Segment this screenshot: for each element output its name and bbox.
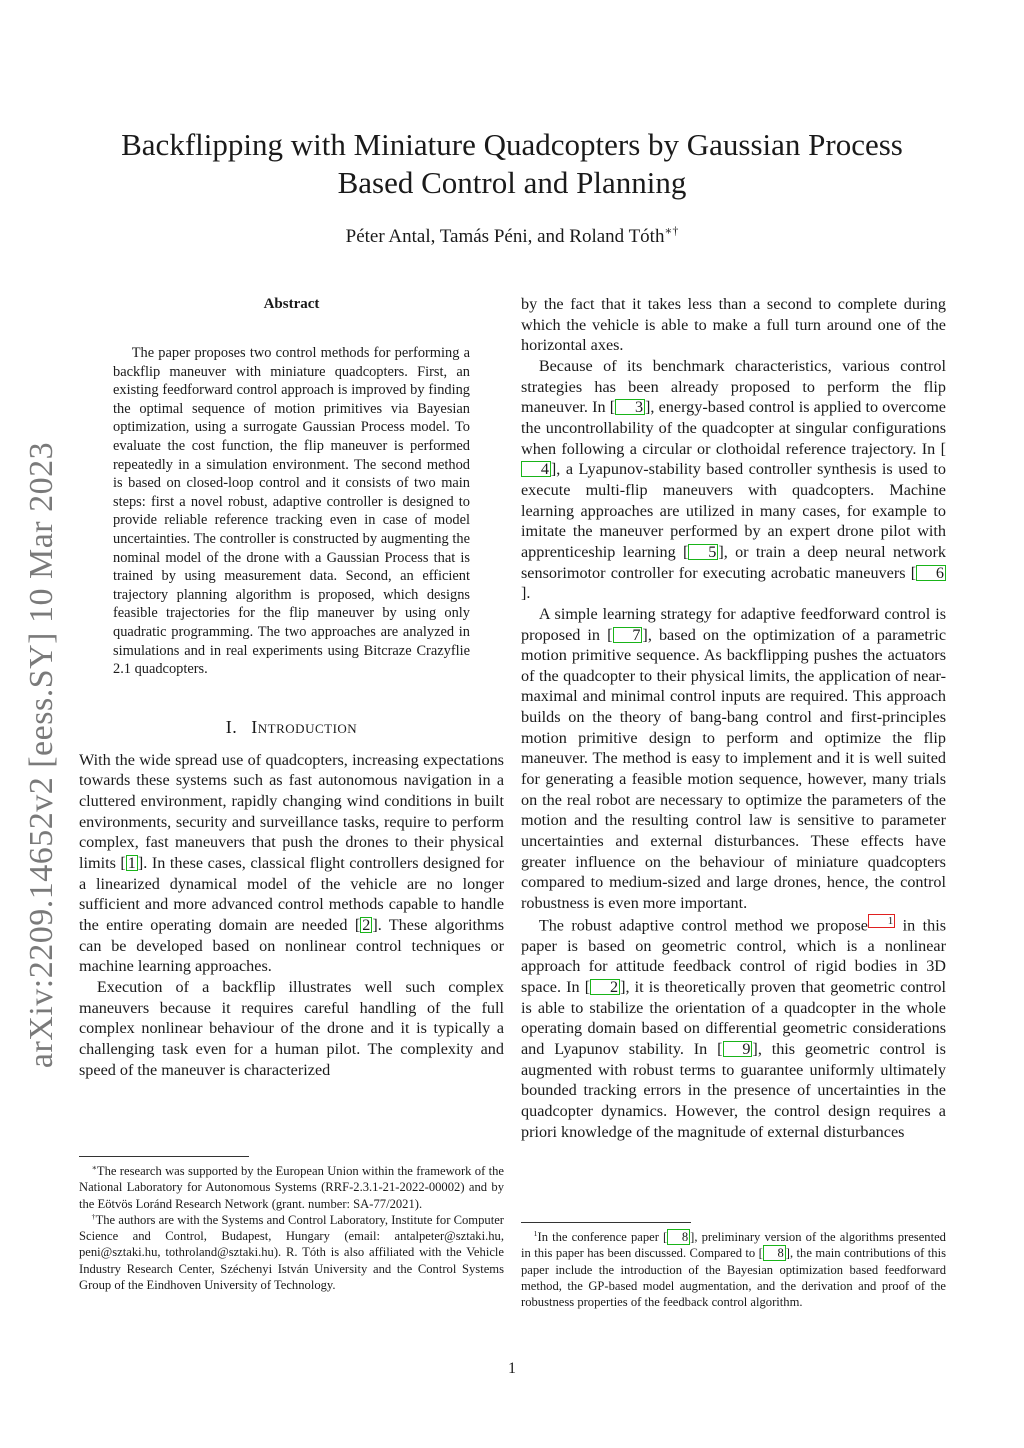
intro-paragraph-3: Because of its benchmark characteristics, various control strategies has been already proposed to perform the flip maneuver. In [ 3 ], energy-based control is applied to overcome the uncontrollability of the quadcopter at singular configurations when following a circular or clothoidal reference trajectory. In [4 ], a Lyapunov-stability based controller synthesis is used to execute multi-flip maneuvers with quadcopters. Machine learning approaches are utilized in many cases, for example to imitate the maneuver performed by an expert drone pilot with apprenticeship learning [ 5 ], or train a deep neural network sensorimotor controller for executing acrobatic maneuvers [ 6]. — [521, 356, 946, 603]
footnote-mark: ∗ — [91, 1162, 97, 1172]
section-title: Introduction — [251, 716, 358, 737]
right-column — [521, 294, 946, 1142]
paragraph-text: . In these cases, classical flight controllers designed for a linearized dynamical model of the vehicle are no longer sufficient and more advanced control methods capable to handle the entire operating domain are needed — [79, 853, 504, 934]
footnote-text: , preliminary version of the algorithms presented in this paper has been discussed. Compared to — [521, 1230, 946, 1261]
intro-paragraph-2: Execution of a backflip illustrates well such complex maneuvers because it requires careful handling of the full complex nonlinear behaviour of the drone and it is typically a challenging task even for a human pilot. The complexity and speed of the maneuver is characterized — [79, 977, 504, 1079]
paragraph-text: , based on the optimization of a parametric motion primitive sequence. As backflipping pushes the actuators of the quadcopter to their physical limits, the application of near-maximal and minimal control inputs are required. This approach builds on the theory of bang-bang control and first-principles motion primitive design to perform and optimize the flip maneuver. The method is easy to implement and it is well suited for generating a feasible motion sequence, however, many trials on the real robot are necessary to optimize the parameters of the motion and the resulting control law is sensitive to parameter uncertainties and external disturbances. These effects have greater influence on the behaviour of miniature quadcopters compared to medium-sized and large drones, hence, the control robustness is even more important. — [521, 625, 947, 913]
footnote-rule — [521, 1222, 691, 1223]
paragraph-text: Because of its benchmark characteristics, various control strategies has been already proposed to perform the flip maneuver. In — [521, 356, 946, 417]
left-column — [79, 294, 504, 1080]
footnote-affiliation — [79, 1212, 504, 1293]
citation-link[interactable]: 2 — [362, 915, 371, 934]
intro-paragraph-1: With the wide spread use of quadcopters, increasing expectations towards these systems such as fast autonomous navigation in a cluttered environment, rapidly changing wind conditions in built environments, security and surveillance tasks, require to perform complex, fast maneuvers that push the drones to their physical limits [ 1 ]. In these cases, classical flight controllers designed for a linearized dynamical model of the vehicle are no longer sufficient and more advanced control methods capable to handle the entire operating domain are needed [ 2 ]. These algorithms can be developed based on nonlinear control techniques or machine learning approaches. — [79, 750, 504, 976]
footnote-mark: † — [91, 1211, 96, 1221]
author-affiliation-marks: ∗† — [664, 224, 679, 238]
paragraph-text: , energy-based control is applied to overcome the uncontrollability of the quadcopter at singular configurations when following a circular or clothoidal reference trajectory. In — [521, 398, 946, 458]
footnote-text: The authors are with the Systems and Control Laboratory, Institute for Computer Science and Control, Budapest, Hungary (email: antalpeter@sztaki.hu, peni@sztaki.hu, tothroland@sztaki.hu). R. Tóth is also affiliated with the Vehicle Industry Research Center, Széchenyi István University and the Control Systems Group of the Eindhoven University of Technology. — [79, 1212, 504, 1293]
author-names: Péter Antal, Tamás Péni, and Roland Tóth — [345, 226, 665, 247]
intro-paragraph-continued: by the fact that it takes less than a second to complete during which the vehicle is able to make a full turn around one of the horizontal axes. — [521, 295, 946, 355]
citation-link[interactable]: 8 — [667, 1229, 690, 1245]
citation-link[interactable]: 6 — [916, 565, 946, 581]
paragraph-text: . These algorithms can be developed based on nonlinear control techniques or machine learning approaches. — [79, 915, 504, 976]
arxiv-stamp[interactable] — [18, 435, 66, 1075]
citation-link[interactable]: 1 — [127, 853, 136, 872]
paragraph-text: in this paper is based on geometric control, which is a nonlinear approach for attitude feedback control of rigid bodies in 3D space. In — [521, 916, 946, 997]
citation-link[interactable]: 3 — [615, 399, 645, 415]
paragraph-text: , it is theoretically proven that geometric control is able to stabilize the orientation of a quadcopter in the whole operating domain based on differential geometric considerations and Lyapunov stability. In — [521, 978, 947, 1059]
citation-link[interactable]: 9 — [723, 1041, 753, 1057]
footnotes-left — [79, 1156, 504, 1293]
paragraph-text: , a Lyapunov-stability based controller synthesis is used to execute multi-flip maneuvers with quadcopters. Machine learning approaches are utilized in many cases, for example to imitate the maneuver performed by an expert drone pilot with apprenticeship learning — [521, 460, 946, 561]
footnote-link[interactable]: 1 — [868, 914, 895, 928]
footnotes-right — [521, 1222, 946, 1310]
citation-link[interactable]: 7 — [613, 627, 643, 643]
page-number: 1 — [508, 1360, 516, 1377]
citation-link[interactable]: 2 — [590, 979, 620, 995]
paragraph-text: A simple learning strategy for adaptive feedforward control is proposed in — [521, 604, 946, 644]
citation-link[interactable]: 8 — [763, 1245, 786, 1261]
author-list — [80, 224, 944, 250]
paragraph-text: The robust adaptive control method we propose — [538, 916, 868, 935]
intro-paragraph-4: A simple learning strategy for adaptive feedforward control is proposed in [ 7 ], based on the optimization of a parametric motion primitive sequence. As backflipping pushes the actuators of the quadcopter to their physical limits, the application of near-maximal and minimal control inputs are required. This approach builds on the theory of bang-bang control and first-principles motion primitive design to perform and optimize the flip maneuver. The method is easy to implement and it is well suited for generating a feasible motion sequence, however, many trials on the real robot are necessary to optimize the parameters of the motion and the resulting control law is sensitive to parameter uncertainties and external disturbances. These effects have greater influence on the behaviour of miniature quadcopters compared to medium-sized and large drones, hence, the control robustness is even more important. — [521, 604, 947, 913]
footnote-funding — [79, 1163, 504, 1212]
footnote-text: The research was supported by the European Union within the framework of the National Laboratory for Autonomous Systems (RRF-2.3.1-21-2022-00002) and by the Eötvös Loránd Research Network (grant. number: SA-77/2021). — [79, 1164, 504, 1211]
arxiv-stamp-text: arXiv:2209.14652v2 [eess.SY] 10 Mar 2023 — [23, 441, 61, 1069]
paragraph-text: With the wide spread use of quadcopters, increasing expectations towards these systems such as fast autonomous navigation in a cluttered environment, rapidly changing wind conditions in built environments, security and surveillance tasks, require to perform complex, fast maneuvers that push the drones to their physical limits — [79, 750, 504, 872]
section-heading — [79, 715, 504, 739]
footnote-text: , the main contributions of this paper include the introduction of the Bayesian optimization based feedforward method, the GP-based model augmentation, and the derivation and proof of the robustness properties of the feedback control algorithm. — [521, 1246, 946, 1310]
paragraph-text: , this geometric control is augmented with robust terms to guarantee uniformly ultimately bounded tracking errors in the presence of uncertainties in the quadcopter dynamics. However, the control design requires a priori knowledge of the magnitude of external disturbances — [521, 1040, 946, 1141]
footnote-mark: 1 — [533, 1228, 538, 1238]
footnote-text: In the conference paper — [537, 1230, 664, 1244]
abstract-text: The paper proposes two control methods for performing a backflip maneuver with miniature quadcopters. First, an existing feedforward control approach is improved by finding the optimal sequence of motion primitives via Bayesian optimization, using a surrogate Gaussian Process model. To evaluate the cost function, the flip maneuver is performed repeatedly in a simulation environment. The second method is based on closed-loop control and it consists of two main steps: first a novel robust, adaptive controller is designed to provide reliable reference tracking even in case of model uncertainties. The controller is constructed by augmenting the nominal model of the drone with a Gaussian Process that is trained by using measurement data. Second, an efficient trajectory planning algorithm is proposed, which designs feasible trajectories for the flip maneuver by using only quadratic programming. The two approaches are analyzed in simulations and in real experiments using Bitcraze Crazyflie 2.1 quadcopters. — [113, 345, 470, 678]
footnote-rule — [79, 1156, 249, 1157]
citation-link[interactable]: 5 — [688, 544, 718, 560]
paper-title: Backflipping with Miniature Quadcopters by Gaussian Process Based Control and Planning — [121, 127, 903, 200]
abstract-heading: Abstract — [263, 296, 320, 312]
paragraph-text: , or train a deep neural network sensorimotor controller for executing acrobatic maneuvers — [521, 542, 946, 582]
intro-paragraph-5: The robust adaptive control method we propose 1 in this paper is based on geometric control, which is a nonlinear approach for attitude feedback control of rigid bodies in 3D space. In [ 2 ], it is theoretically proven that geometric control is able to stabilize the orientation of a quadcopter in the whole operating domain based on differential geometric considerations and Lyapunov stability. In [ 9 ], this geometric control is augmented with robust terms to guarantee uniformly ultimately bounded tracking errors in the presence of uncertainties in the quadcopter dynamics. However, the control design requires a priori knowledge of the magnitude of external disturbances — [521, 914, 947, 1141]
section-number: I. — [225, 716, 238, 737]
paragraph-text: . — [526, 584, 531, 603]
footnote-conference: $^1$In the conference paper [ 8 ], preliminary version of the algorithms presented in this paper has been discussed. Compared to [ 8 ], the main contributions of this paper include the introduction of the Bayesian optimization based feedforward method, the GP-based model augmentation, and the derivation and proof of the robustness properties of the feedback control algorithm. — [521, 1228, 946, 1310]
citation-link[interactable]: 4 — [521, 461, 551, 477]
